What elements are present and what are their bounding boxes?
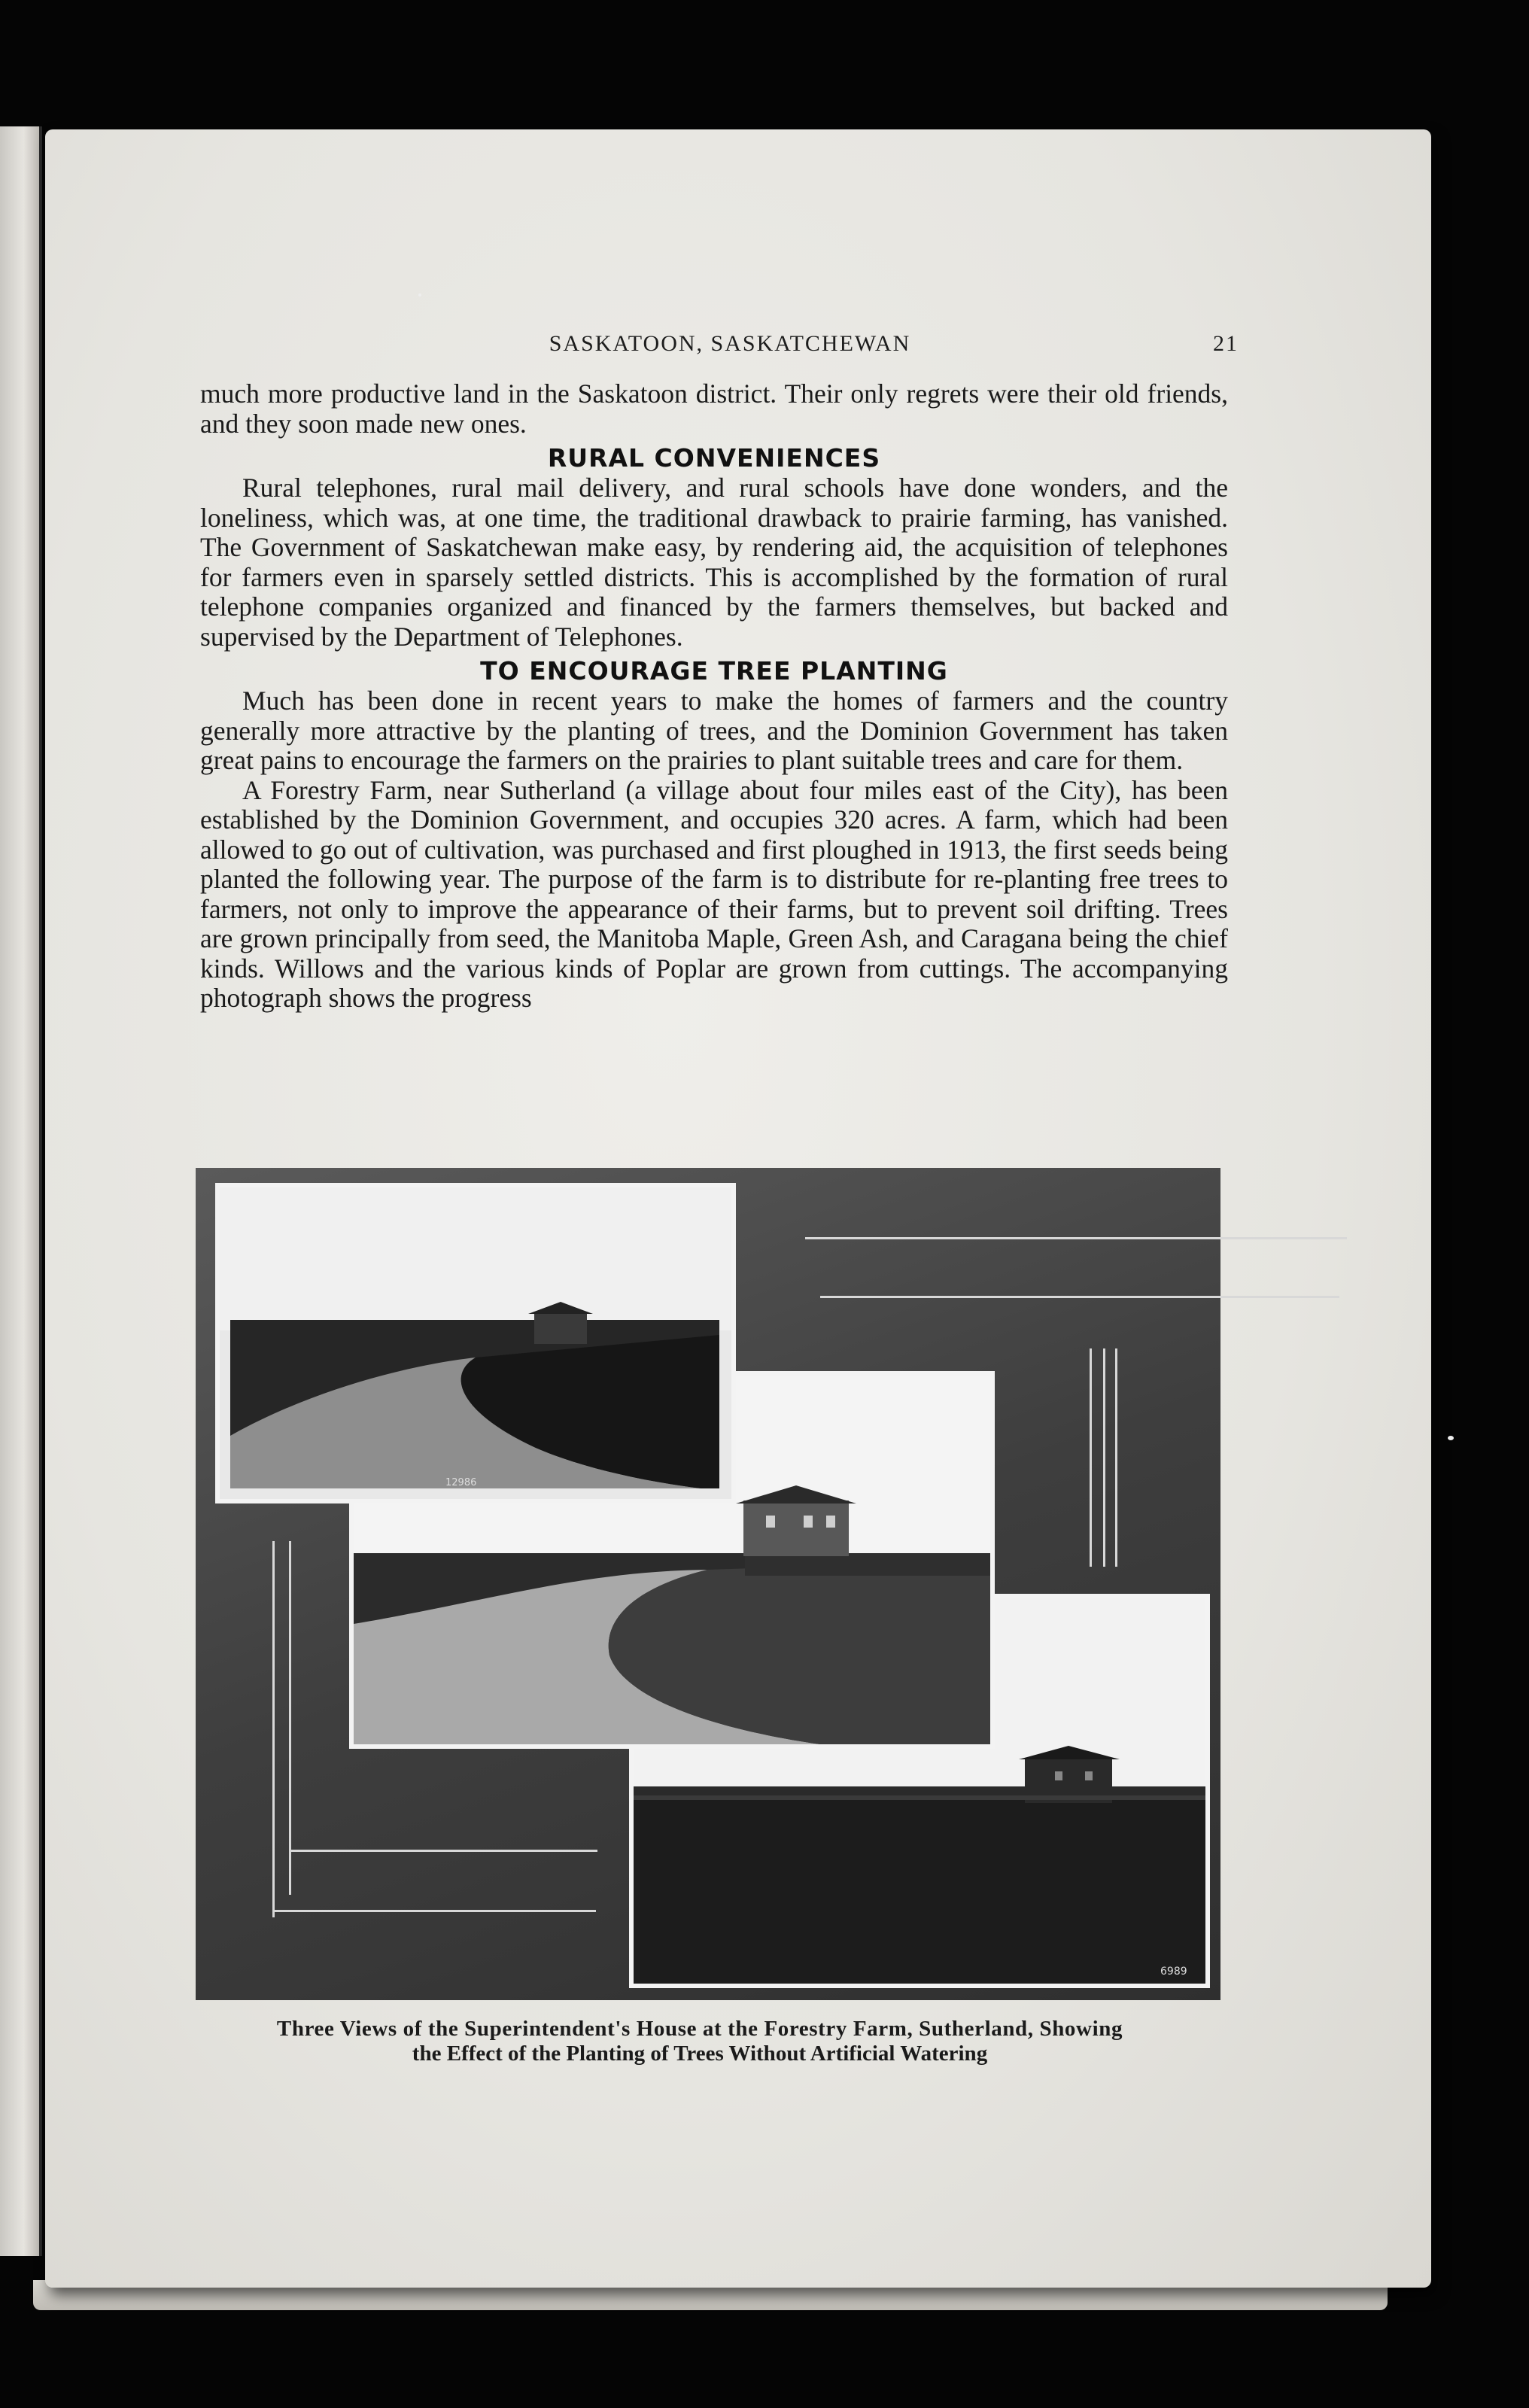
decorative-rule — [289, 1541, 291, 1895]
page-number: 21 — [1213, 331, 1239, 356]
body-text — [200, 379, 1228, 1014]
figure-caption — [173, 2017, 1227, 2066]
decorative-rule — [289, 1850, 597, 1852]
decorative-rule — [272, 1910, 596, 1912]
decorative-rule — [820, 1296, 1339, 1298]
caption-line-1: Three Views of the Superintendent's House at the Forestry Farm, Sutherland, Showing — [276, 2017, 1123, 2041]
decorative-rule — [1103, 1348, 1105, 1567]
photo-house-view-1 — [215, 1183, 736, 1503]
rural-conveniences-paragraph: Rural telephones, rural mail delivery, and rural schools have done wonders, and the loneliness, which was, at one time, the traditional drawback to prairie farming, has vanished. The Government of Saskatchewan make easy, by rendering aid, the acquisition of telephones for farmers even in sparsely settled districts. This is accomplished by the formation of rural telephone companies organized and financed by the farmers themselves, but backed and supervised by the Department of Telephones. — [200, 473, 1228, 652]
continuation-paragraph: much more productive land in the Saskatoon district. Their only regrets were their old friends, and they soon made new ones. — [200, 379, 1228, 439]
caption-line-2: the Effect of the Planting of Trees Without Artificial Watering — [412, 2042, 988, 2066]
decorative-rule — [1115, 1348, 1117, 1567]
running-title: SASKATOON, SASKATCHEWAN — [549, 331, 911, 356]
previous-page-edge — [0, 126, 42, 2256]
dust-speck — [418, 293, 421, 296]
tree-planting-paragraph-2: A Forestry Farm, near Sutherland (a village about four miles east of the City), has been established by the Dominion Government, and occupies 320 acres. A farm, which had been allowed to go out of cultivation, was purchased and first ploughed in 1913, the first seeds being planted the following year. The purpose of the farm is to distribute for re-planting free trees to farmers, not only to improve the appearance of their farms, but to prevent soil drifting. Trees are grown principally from seed, the Manitoba Maple, Green Ash, and Caragana being the chief kinds. Willows and the various kinds of Poplar are grown from cuttings. The accompanying photograph shows the progress — [200, 774, 1228, 1013]
decorative-rule — [272, 1541, 275, 1917]
photo-number-first: 12986 — [445, 1477, 477, 1488]
dust-speck — [1448, 1436, 1454, 1440]
photo-plate — [196, 1168, 1220, 2000]
tree-planting-paragraph-1: Much has been done in recent years to make the homes of farmers and the country generally more attractive by the planting of trees, and the Dominion Government has taken great pains to encourage the farmers on the prairies to plant suitable trees and care for them. — [200, 686, 1228, 775]
decorative-rule — [805, 1237, 1347, 1239]
photo-number-third: 6989 — [1160, 1966, 1187, 1978]
decorative-rule — [1090, 1348, 1092, 1567]
heading-tree-planting: TO ENCOURAGE TREE PLANTING — [480, 656, 948, 686]
heading-rural-conveniences: RURAL CONVENIENCES — [547, 443, 881, 473]
photo-house-view-1-image — [220, 1187, 731, 1499]
